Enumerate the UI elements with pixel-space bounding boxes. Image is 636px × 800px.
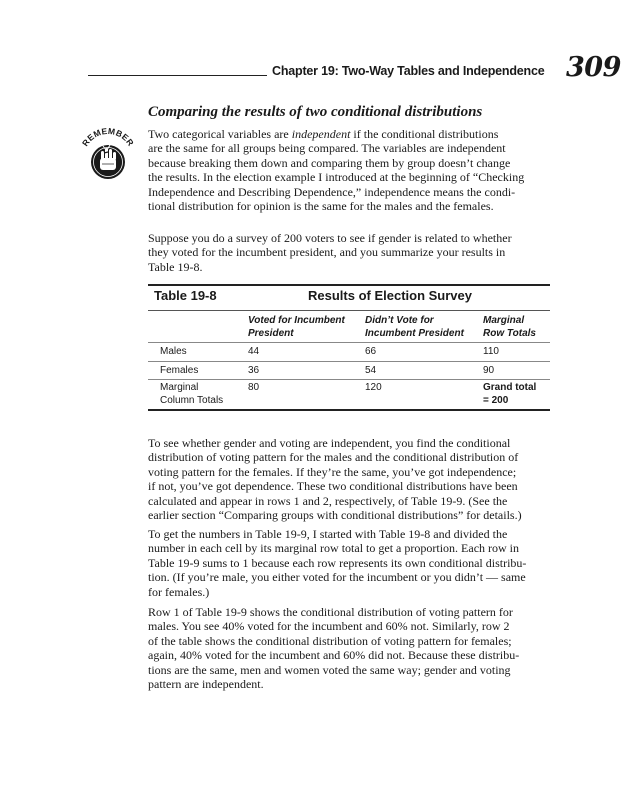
grand-total-cell: Grand total = 200 [483,382,537,406]
table-cell: 36 [248,365,260,376]
text-line: they voted for the incumbent president, and you summarize your results in [148,245,506,260]
table-row-rule [148,361,550,362]
header-rule [88,75,267,76]
text-line: voting pattern for the females. If they’re the same, you’ve got independence; [148,464,517,479]
paragraph-finding-independence [148,436,548,522]
table-row-rule [148,379,550,380]
text-line: calculated and appear in rows 1 and 2, respectively, of Table 19-9. (See the [148,493,508,508]
table-cell: 120 [365,382,382,393]
text-line: Two categorical variables are independent if the conditional distributions [148,127,499,141]
row-label-females: Females [160,365,199,376]
text-line: pattern are independent. [148,677,264,692]
text-line: tions are the same, men and women voted the same way; gender and voting [148,662,511,677]
table-bottom-rule [148,409,550,411]
text-line: again, 40% voted for the incumbent and 60% did not. Because these distribu- [148,648,520,663]
table-top-rule [148,284,550,286]
table-cell: 54 [365,365,377,376]
paragraph-independence-definition [148,127,548,213]
text-line: the results. In the election example I introduced at the beginning of “Checking [148,170,525,185]
remember-label: REMEMBER [79,125,137,149]
table-cell: 66 [365,346,377,357]
paragraph-computing-table [148,527,548,599]
text-line: Table 19-9 sums to 1 because each row represents its own conditional distribu- [148,555,527,570]
paragraph-survey-intro [148,231,548,274]
text-line: earlier section “Comparing groups with conditional distributions” for details.) [148,508,522,523]
text-line: if not, you’ve got dependence. These two conditional distributions have been [148,479,518,494]
text-line: because breaking them down and comparing them by group doesn’t change [148,155,511,170]
page-number: 309 [566,52,621,83]
column-header-row-totals: Marginal Row Totals [483,315,536,339]
text-line: Suppose you do a survey of 200 voters to see if gender is related to whether [148,231,512,245]
table-cell: 90 [483,365,495,376]
table-header-rule [148,342,550,343]
text-line: distribution of voting pattern for the males and the conditional distribution of [148,450,519,465]
column-header-voted: Voted for Incumbent President [248,315,345,339]
table-title: Results of Election Survey [308,288,472,303]
table-cell: 44 [248,346,260,357]
emphasis-independent: independent [291,127,351,141]
chapter-title: Chapter 19: Two-Way Tables and Independence [272,64,545,78]
text-line: To get the numbers in Table 19-9, I started with Table 19-8 and divided the [148,527,508,541]
text-line: for females.) [148,584,210,599]
text-line: are the same for all groups being compared. The variables are independent [148,141,506,156]
table-19-8 [148,284,550,412]
svg-text:REMEMBER [80,126,136,148]
text-line: Row 1 of Table 19-9 shows the conditional distribution of voting pattern for [148,605,513,619]
text-line: of the table shows the conditional distribution of voting pattern for females; [148,633,512,648]
section-heading: Comparing the results of two conditional distributions [148,104,483,120]
row-label-marginal-column-totals: Marginal Column Totals [160,382,224,406]
table-cell: 110 [483,346,499,357]
table-title-rule [148,310,550,311]
row-label-males: Males [160,346,187,357]
table-number: Table 19-8 [154,288,217,303]
paragraph-row-comparison [148,605,548,691]
text-line: number in each cell by its marginal row total to get a proportion. Each row in [148,541,520,556]
text-line: Independence and Describing Dependence,” independence means the condi- [148,184,516,199]
text-line: To see whether gender and voting are independent, you find the conditional [148,436,511,450]
remember-icon [76,124,140,188]
text-line: tional distribution for opinion is the same for the males and the females. [148,199,494,214]
text-line: Table 19-8. [148,259,203,274]
column-header-didnt-vote: Didn’t Vote for Incumbent President [365,315,464,339]
text-line: tion. (If you’re male, you either voted for the incumbent or you didn’t — same [148,570,526,585]
text-line: males. You see 40% voted for the incumbent and 60% not. Similarly, row 2 [148,619,510,634]
table-cell: 80 [248,382,260,393]
